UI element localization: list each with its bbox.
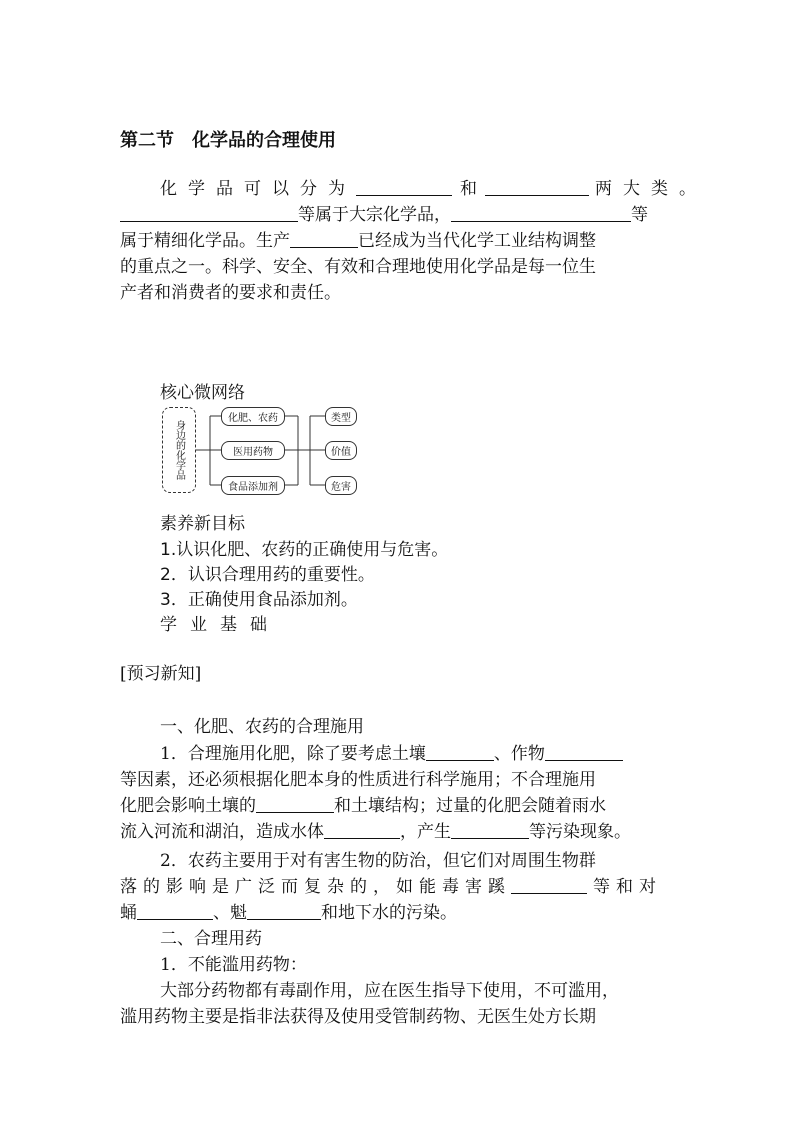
- part1-line: [120, 793, 606, 819]
- network-node-additive: 食品添加剂: [221, 476, 285, 495]
- blank[interactable]: [137, 903, 213, 920]
- network-node-type: 类型: [325, 407, 357, 426]
- intro-line-3: [120, 228, 596, 254]
- part1-text: 蛹: [120, 903, 137, 923]
- blank[interactable]: [451, 822, 529, 839]
- blank[interactable]: [485, 179, 589, 196]
- part2-sub: 1．不能滥用药物：: [160, 955, 307, 975]
- network-root: 身边的化学品: [162, 407, 196, 493]
- concept-network-diagram: [160, 403, 360, 497]
- network-node-fertilizer: 化肥、农药: [221, 407, 285, 426]
- part1-text: ，产生: [400, 822, 451, 842]
- section-foundation: 学业基础: [160, 615, 280, 635]
- blank[interactable]: [247, 903, 321, 920]
- part1-text: 和土壤结构；过量的化肥会随着雨水: [334, 796, 606, 816]
- intro-text: 和: [460, 179, 477, 199]
- part1-text: 等污染现象。: [529, 822, 631, 842]
- blank[interactable]: [324, 822, 400, 839]
- goal-item: 1.认识化肥、农药的正确使用与危害。: [160, 540, 449, 560]
- blank[interactable]: [426, 744, 494, 761]
- part1-text: 和地下水的污染。: [321, 903, 457, 923]
- network-heading: 核心微网络: [160, 383, 245, 403]
- preview-heading: [预习新知]: [120, 664, 202, 684]
- part1-line: [120, 900, 457, 926]
- intro-line-5: 产者和消费者的要求和责任。: [120, 283, 341, 303]
- intro-text: 等属于大宗化学品，: [298, 205, 451, 225]
- part1-line: 等因素，还必须根据化肥本身的性质进行科学施用；不合理施用: [120, 770, 596, 790]
- intro-line-2: [120, 202, 648, 228]
- blank[interactable]: [545, 744, 623, 761]
- intro-line-4: 的重点之一。科学、安全、有效和合理地使用化学品是每一位生: [120, 257, 596, 277]
- blank[interactable]: [511, 877, 587, 894]
- part1-text: 等和对: [593, 877, 662, 897]
- part1-heading: 一、化肥、农药的合理施用: [160, 717, 364, 737]
- network-node-value: 价值: [325, 441, 357, 460]
- goal-item: 3．正确使用食品添加剂。: [160, 590, 358, 610]
- intro-text: 属于精细化学品。生产: [120, 231, 290, 251]
- network-node-harm: 危害: [325, 476, 357, 495]
- part1-line: [120, 819, 631, 845]
- part1-text: 、作物: [493, 744, 545, 764]
- goal-item: 2．认识合理用药的重要性。: [160, 565, 375, 585]
- part1-line: 2．农药主要用于对有害生物的防治，但它们对周围生物群: [160, 851, 596, 871]
- intro-line-1: [160, 176, 707, 202]
- blank[interactable]: [451, 205, 631, 222]
- intro-text: 两大类。: [595, 179, 707, 199]
- blank[interactable]: [256, 796, 334, 813]
- intro-text: 化学品可以分为: [160, 179, 356, 199]
- part1-line: [160, 741, 623, 767]
- intro-text: 已经成为当代化学工业结构调整: [358, 231, 596, 251]
- blank[interactable]: [290, 231, 358, 248]
- part1-line: [120, 874, 662, 900]
- blank[interactable]: [120, 205, 298, 222]
- goals-heading: 素养新目标: [160, 514, 245, 534]
- blank[interactable]: [356, 179, 452, 196]
- part1-text: 1．合理施用化肥，除了要考虑土壤: [160, 744, 426, 764]
- part1-text: 落的影响是广泛而复杂的，如能毒害蹊: [120, 877, 511, 897]
- part2-line: 滥用药物主要是指非法获得及使用受管制药物、无医生处方长期: [120, 1007, 596, 1027]
- intro-text: 等: [631, 205, 648, 225]
- part1-text: 、魁: [213, 903, 247, 923]
- part1-text: 化肥会影响土壤的: [120, 796, 256, 816]
- part1-text: 流入河流和湖泊，造成水体: [120, 822, 324, 842]
- network-node-medicine: 医用药物: [221, 441, 285, 460]
- part2-heading: 二、合理用药: [160, 929, 262, 949]
- page-title: 第二节 化学品的合理使用: [120, 130, 336, 151]
- part2-line: 大部分药物都有毒副作用，应在医生指导下使用，不可滥用，: [160, 981, 619, 1001]
